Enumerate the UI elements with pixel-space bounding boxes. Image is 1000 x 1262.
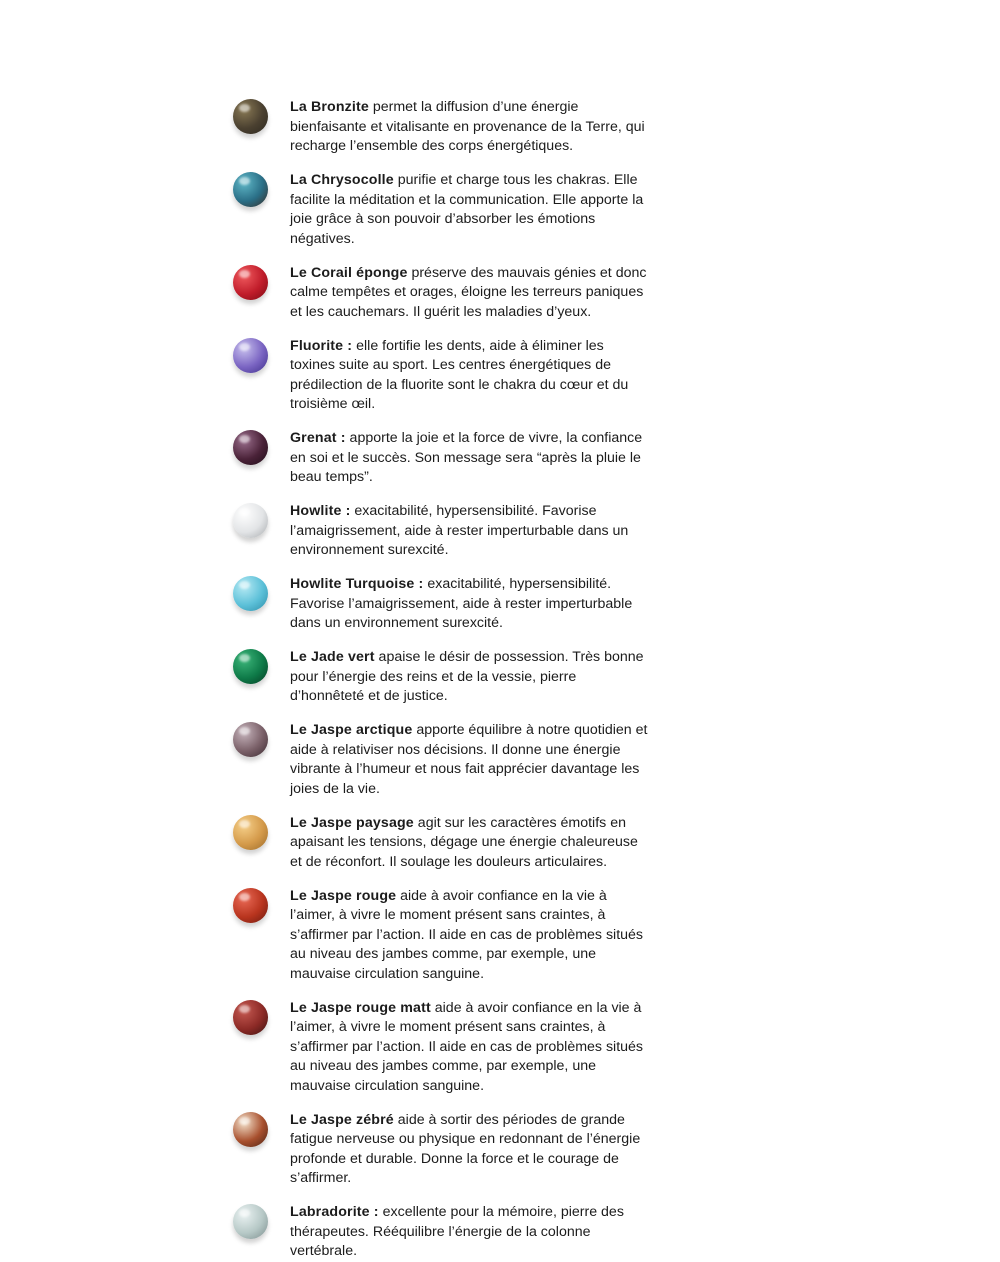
stone-description [290,264,650,323]
stone-text: aide à sortir des périodes de grande fatigue nerveuse ou physique en redonnant de l’énergie profonde et durable. Donne la force et le courage de s’affirmer. [290,1111,641,1186]
stone-entry-7 [230,648,650,707]
fluorite-bead-icon [233,338,268,373]
jaspe-rouge-bead-icon [233,888,268,923]
stone-description [290,814,650,873]
stone-text: exacitabilité, hypersensibilité. Favorise l’amaigrissement, aide à rester imperturbable dans un environnement surexcité. [290,503,629,558]
stone-text: apporte équilibre à notre quotidien et aide à relativiser nos décisions. Il donne une énergie vibrante à l’humeur et nous fait apprécier davantage les joies de la vie. [290,722,648,797]
stone-text: agit sur les caractères émotifs en apaisant les tensions, dégage une énergie chaleureuse et de réconfort. Il soulage les douleurs articulaires. [290,814,638,870]
bronzite-bead-icon [233,99,268,134]
stone-description [290,1111,650,1189]
stone-entry-11 [230,999,650,1097]
stone-name: Howlite Turquoise : [290,576,424,592]
stone-entry-0 [230,98,650,157]
stone-description [290,429,650,488]
corail-eponge-bead-icon [233,265,268,300]
stone-description [290,1203,650,1262]
stone-entry-9 [230,814,650,873]
stone-name: Le Jade vert [290,649,375,665]
stone-name: La Bronzite [290,99,369,115]
grenat-bead-icon [233,430,268,465]
stone-entry-12 [230,1111,650,1189]
stone-text: apaise le désir de possession. Très bonne pour l’énergie des reins et de la vessie, pierre d’honnêteté et de justice. [290,649,644,704]
stone-entry-5 [230,502,650,561]
stone-entry-3 [230,337,650,415]
chrysocolle-bead-icon [233,172,268,207]
stone-name: La Chrysocolle [290,172,394,188]
stone-description [290,171,650,249]
stone-name: Fluorite : [290,337,353,354]
stone-name: Le Jaspe rouge matt [290,999,431,1016]
stone-entry-4 [230,429,650,488]
stone-name: Grenat : [290,430,346,446]
stone-description [290,999,650,1097]
stone-text: apporte la joie et la force de vivre, la confiance en soi et le succès. Son message sera “après la pluie le beau temps”. [290,430,643,485]
stone-name: Le Jaspe zébré [290,1111,394,1128]
stone-text: aide à avoir confiance en la vie à l’aimer, à vivre le moment présent sans craintes, à s’affirmer par l’action. Il aide en cas de problèmes situés au niveau des jambes comme, par exemple, une mauvaise circulation sanguine. [290,887,644,982]
jade-vert-bead-icon [233,649,268,684]
stone-description [290,575,650,634]
jaspe-zebre-bead-icon [233,1112,268,1147]
stone-name: Le Jaspe rouge [290,887,397,904]
stone-text: aide à avoir confiance en la vie à l’aimer, à vivre le moment présent sans craintes, à s’affirmer par l’action. Il aide en cas de problèmes situés au niveau des jambes comme, par exemple, une mauvaise circulation sanguine. [290,999,644,1094]
stone-text: permet la diffusion d’une énergie bienfaisante et vitalisante en provenance de la Terre, qui recharge l’ensemble des corps énergétiques. [290,99,645,154]
labradorite-bead-icon [233,1204,268,1239]
stone-text: purifie et charge tous les chakras. Elle facilite la méditation et la communication. Elle apporte la joie grâce à son pouvoir d’absorber les émotions négatives. [290,172,644,247]
stone-description [290,502,650,561]
stone-text: exacitabilité, hypersensibilité. Favorise l’amaigrissement, aide à rester imperturbable dans un environnement surexcité. [290,576,633,631]
stone-description [290,721,650,799]
stone-entry-13 [230,1203,650,1262]
stone-entry-1 [230,171,650,249]
jaspe-rouge-matt-bead-icon [233,1000,268,1035]
stone-description [290,337,650,415]
stone-text: elle fortifie les dents, aide à éliminer les toxines suite au sport. Les centres énergétiques de prédilection de la fluorite sont le chakra du cœur et du troisième œil. [290,337,629,412]
howlite-bead-icon [233,503,268,538]
stone-list [230,98,650,1262]
stone-name: Le Jaspe paysage [290,814,414,831]
stone-description [290,98,650,157]
stone-name: Le Jaspe arctique [290,722,413,738]
stone-entry-2 [230,264,650,323]
stone-name: Le Corail éponge [290,264,408,281]
stone-entry-6 [230,575,650,634]
stone-entry-10 [230,887,650,985]
stone-description [290,648,650,707]
jaspe-paysage-bead-icon [233,815,268,850]
stone-name: Labradorite : [290,1204,379,1220]
stone-text: excellente pour la mémoire, pierre des thérapeutes. Rééquilibre l’énergie de la colonne vertébrale. [290,1204,624,1259]
stone-description [290,887,650,985]
stone-text: préserve des mauvais génies et donc calme tempêtes et orages, éloigne les terreurs paniques et les cauchemars. Il guérit les maladies d’yeux. [290,264,647,320]
stone-entry-8 [230,721,650,799]
stone-name: Howlite : [290,503,351,519]
jaspe-arctique-bead-icon [233,722,268,757]
howlite-turquoise-bead-icon [233,576,268,611]
